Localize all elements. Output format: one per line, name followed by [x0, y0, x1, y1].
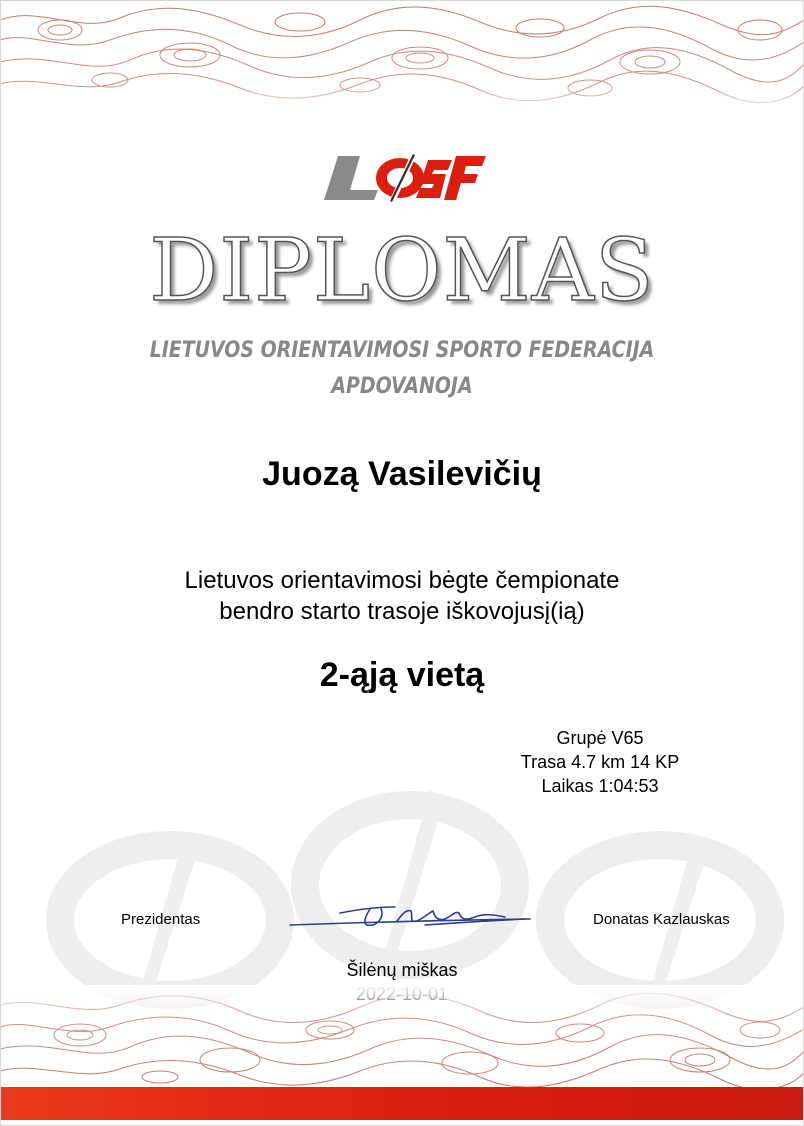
- event-description-line1: Lietuvos orientavimosi bėgte čempionate: [184, 567, 620, 594]
- recipient-name: Juozą Vasilevičių: [262, 455, 542, 493]
- course-label: Trasa 4.7 km 14 KP: [520, 752, 680, 772]
- signer-role: Prezidentas: [121, 911, 201, 928]
- time-label: Laikas 1:04:53: [541, 776, 659, 796]
- signer-name: Donatas Kazlauskas: [593, 911, 730, 928]
- group-label: Grupė V65: [556, 728, 644, 748]
- diploma-title: DIPLOMAS: [149, 221, 655, 321]
- place-achieved: 2-ąją vietą: [319, 656, 485, 694]
- federation-awards: APDOVANOJA: [331, 374, 473, 399]
- federation-name: LIETUVOS ORIENTAVIMOSI SPORTO FEDERACIJA: [149, 338, 655, 363]
- event-description-line2: bendro starto trasoje iškovojusį(ią): [219, 598, 585, 625]
- venue-location: Šilėnų miškas: [346, 960, 458, 980]
